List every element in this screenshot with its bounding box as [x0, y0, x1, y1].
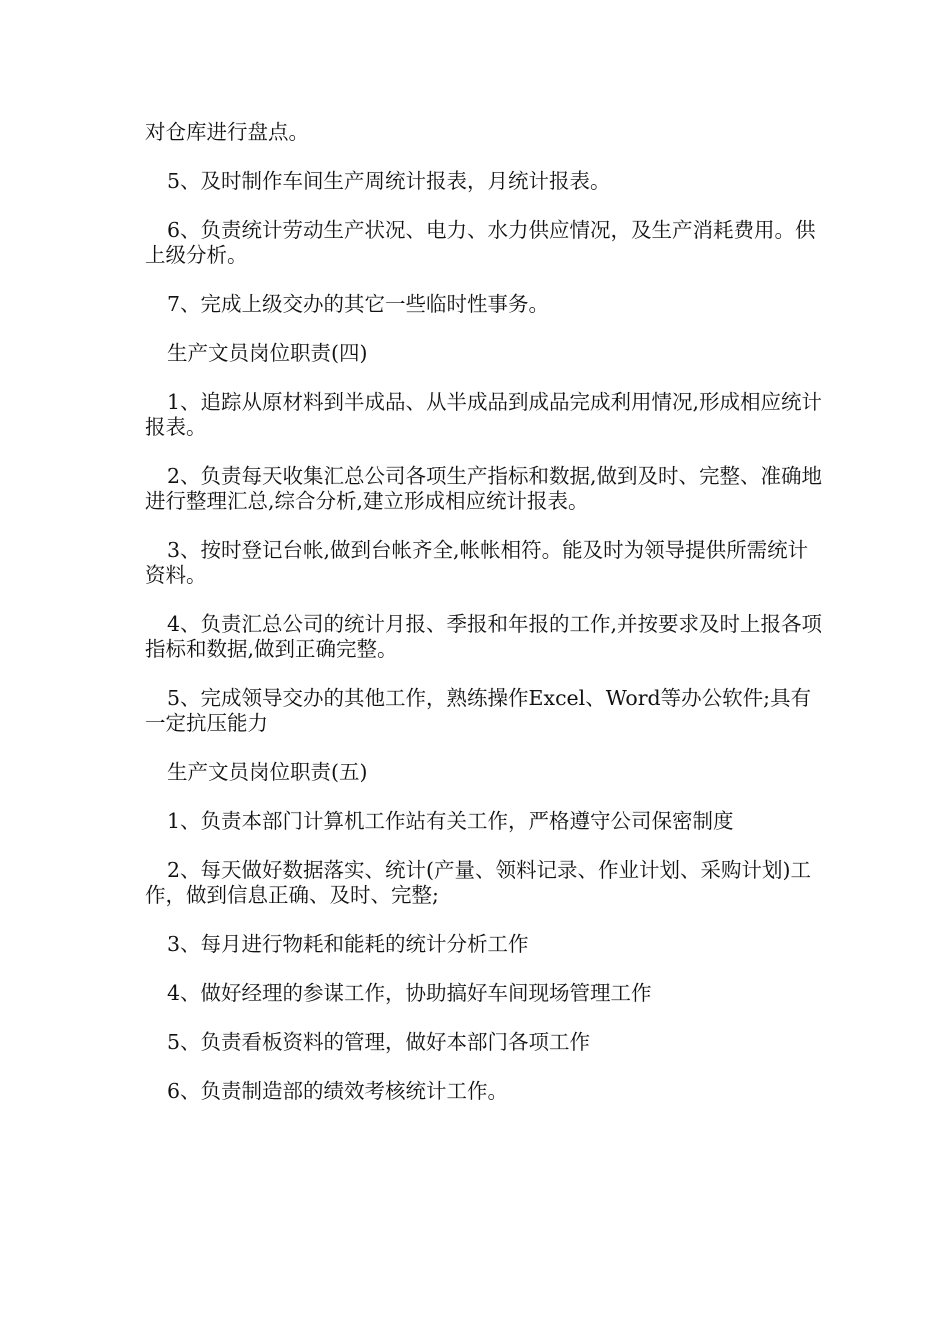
- list-item: 5、及时制作车间生产周统计报表，月统计报表。: [167, 169, 611, 193]
- list-item: 1、追踪从原材料到半成品、从半成品到成品完成利用情况,形成相应统计报表。: [145, 390, 823, 439]
- list-item: 6、负责制造部的绩效考核统计工作。: [167, 1079, 509, 1103]
- list-item: 4、负责汇总公司的统计月报、季报和年报的工作,并按要求及时上报各项指标和数据,做到正确完整。: [145, 612, 823, 661]
- section-heading: 生产文员岗位职责(五): [167, 760, 368, 784]
- list-item: 3、每月进行物耗和能耗的统计分析工作: [167, 932, 529, 956]
- list-item: 5、负责看板资料的管理，做好本部门各项工作: [167, 1030, 591, 1054]
- list-item: 2、负责每天收集汇总公司各项生产指标和数据,做到及时、完整、准确地进行整理汇总,综合分析,建立形成相应统计报表。: [145, 464, 823, 513]
- list-item: 3、按时登记台帐,做到台帐齐全,帐帐相符。能及时为领导提供所需统计资料。: [145, 538, 809, 587]
- paragraph-continuation: 对仓库进行盘点。: [145, 120, 309, 144]
- list-item: 7、完成上级交办的其它一些临时性事务。: [167, 292, 550, 316]
- list-item: 1、负责本部门计算机工作站有关工作，严格遵守公司保密制度: [167, 809, 734, 833]
- list-item: 2、每天做好数据落实、统计(产量、领料记录、作业计划、采购计划)工作，做到信息正确、及时、完整;: [145, 858, 812, 907]
- list-item: 5、完成领导交办的其他工作，熟练操作Excel、Word等办公软件;具有一定抗压能力: [145, 686, 812, 735]
- document-body: [145, 120, 825, 1128]
- list-item: 6、负责统计劳动生产状况、电力、水力供应情况，及生产消耗费用。供上级分析。: [145, 218, 816, 267]
- list-item: 4、做好经理的参谋工作，协助搞好车间现场管理工作: [167, 981, 652, 1005]
- section-heading: 生产文员岗位职责(四): [167, 341, 368, 365]
